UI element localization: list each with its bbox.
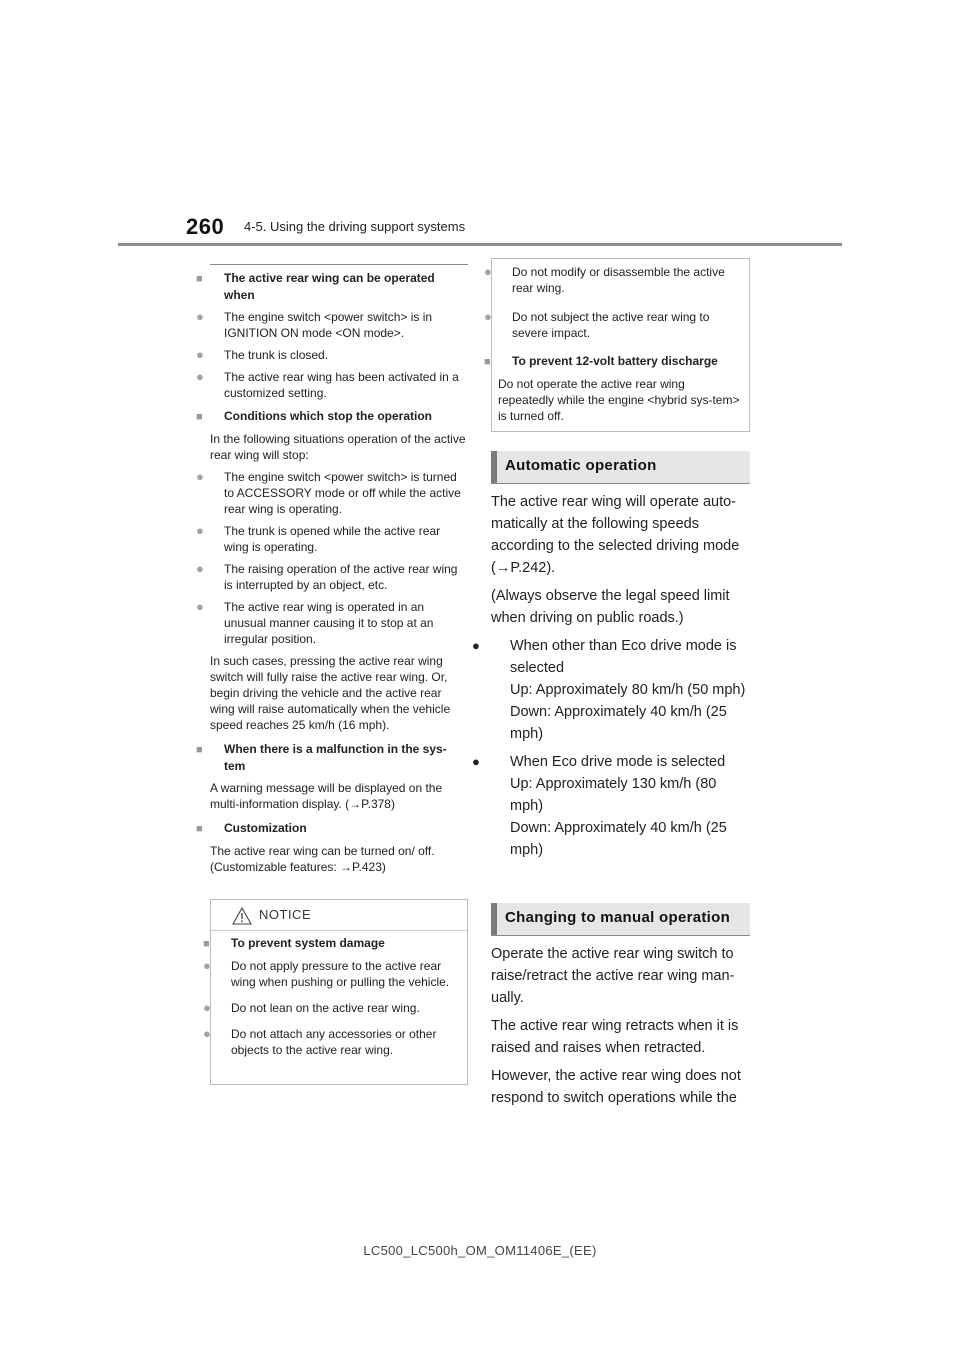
list-item: ● The raising operation of the active rear wing is interrupted by an object, etc. [196,561,458,592]
list-item: ● The active rear wing has been activated in a customized setting. [196,369,459,400]
notice-item: ● Do not attach any accessories or other objects to the active rear wing. [203,1026,437,1057]
left-top-rule [210,264,468,265]
circle-bullet-icon: ● [196,523,204,538]
notice-body [203,931,467,1058]
list-item: ● The engine switch <power switch> is turned to ACCESSORY mode or off while the active rear wing is operating. [196,469,461,516]
stop-intro: In the following situations operation of the active rear wing will stop: [210,432,466,462]
battery-text: Do not operate the active rear wing repeatedly while the engine <hybrid sys-tem> is turned off. [498,377,740,423]
circle-bullet-icon: ● [484,309,492,324]
notice-item: ● Do not modify or disassemble the active rear wing. [484,264,725,295]
section-title-automatic: Automatic operation [505,457,657,474]
list-item: ● The trunk is opened while the active rear wing is operating. [196,523,441,554]
circle-bullet-icon: ● [196,469,204,484]
list-item: ● The trunk is closed. [196,347,329,362]
list-item: ● The engine switch <power switch> is in IGNITION ON mode <ON mode>. [196,309,433,340]
left-column-text [196,270,468,875]
circle-bullet-icon: ● [203,1000,211,1015]
speed-up: Up: Approximately 130 km/h (80 mph) [510,776,717,814]
bullet-dot-icon: ● [472,754,480,769]
circle-bullet-icon: ● [196,599,204,614]
section-header-automatic [491,451,750,483]
automatic-intro: The active rear wing will operate auto-matically at the following speeds according to the selected driving mode (→P.242). [491,494,740,576]
notice-item: ● Do not apply pressure to the active rear wing when pushing or pulling the vehicle. [203,958,450,989]
heading-operable-when: ■ The active rear wing can be operated when [196,271,435,302]
notice-subtitle: ■ To prevent system damage [203,936,385,950]
square-bullet-icon: ■ [484,356,491,368]
speed-bullet: ● When other than Eco drive mode is selected [491,635,750,679]
section-title-manual: Changing to manual operation [505,909,731,926]
notice-continued-box [484,258,750,432]
heading-stop-conditions: ■ Conditions which stop the operation [196,409,432,423]
square-bullet-icon: ■ [196,744,203,756]
page-number: 260 [186,214,225,239]
heading-malfunction: ■ When there is a malfunction in the sys-tem [196,742,447,773]
section-rule [491,935,750,936]
manual-paragraph: However, the active rear wing does not respond to switch operations while the [491,1068,741,1106]
stop-outro: In such cases, pressing the active rear wing switch will fully raise the active rear wing. Or, begin driving the vehicle and the active rear wing will raise automatically when the vehicle speed reaches 25 km/h (16 mph). [210,654,451,732]
square-bullet-icon: ■ [196,273,203,285]
malfunction-text: A warning message will be displayed on the multi-information display. (→P.378) [210,781,443,811]
notice-header [211,900,467,931]
document-code: LC500_LC500h_OM_OM11406E_(EE) [363,1243,597,1258]
customization-text: The active rear wing can be turned on/ off. (Customizable features: →P.423) [210,844,435,874]
manual-paragraph: Operate the active rear wing switch to raise/retract the active rear wing man-ually. [491,946,735,1006]
warning-triangle-icon [232,907,252,925]
speed-down: Down: Approximately 40 km/h (25 mph) [510,704,727,742]
circle-bullet-icon: ● [203,958,211,973]
section-title: 4-5. Using the driving support systems [244,219,466,234]
circle-bullet-icon: ● [203,1026,211,1041]
circle-bullet-icon: ● [484,264,492,279]
square-bullet-icon: ■ [196,411,203,423]
header-divider [118,243,842,246]
circle-bullet-icon: ● [196,347,204,362]
automatic-body [472,491,750,861]
heading-customization: ■ Customization [196,821,307,835]
notice-item: ● Do not lean on the active rear wing. [203,1000,420,1015]
automatic-note: (Always observe the legal speed limit when driving on public roads.) [491,588,730,626]
bullet-dot-icon: ● [472,638,480,653]
notice-box [203,899,468,1085]
manual-body [491,943,750,1109]
speed-up: Up: Approximately 80 km/h (50 mph) [510,682,746,698]
section-header-manual [491,903,750,935]
speed-bullet: ● When Eco drive mode is selected [491,751,750,773]
list-item: ● The active rear wing is operated in an unusual manner causing it to stop at an irregular position. [196,599,434,646]
section-rule [491,483,750,484]
circle-bullet-icon: ● [196,309,204,324]
square-bullet-icon: ■ [196,823,203,835]
notice-title: NOTICE [259,907,312,922]
circle-bullet-icon: ● [196,561,204,576]
manual-paragraph: The active rear wing retracts when it is raised and raises when retracted. [491,1018,739,1056]
circle-bullet-icon: ● [196,369,204,384]
notice-item: ● Do not subject the active rear wing to severe impact. [484,309,710,340]
speed-down: Down: Approximately 40 km/h (25 mph) [510,820,727,858]
square-bullet-icon: ■ [203,938,210,950]
battery-heading: ■ To prevent 12-volt battery discharge [484,354,718,368]
